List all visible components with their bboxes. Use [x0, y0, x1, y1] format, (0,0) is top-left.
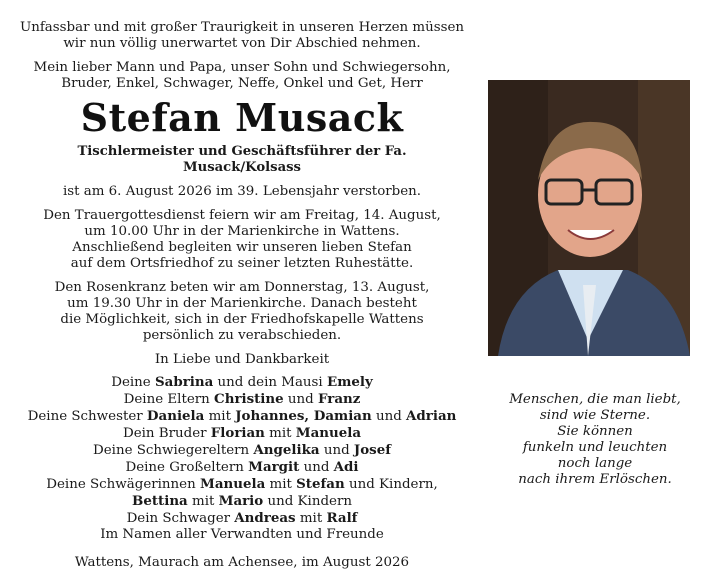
- quote-block: [488, 392, 702, 488]
- mourner-line: Dein Schwager Andreas mit Ralf: [126, 510, 358, 526]
- portrait-photo-icon: [488, 80, 690, 356]
- quote-line: nach ihrem Erlöschen.: [518, 472, 672, 487]
- deceased-name: Stefan Musack: [80, 95, 404, 140]
- quote-line: Sie können: [557, 424, 633, 439]
- portrait-photo: [488, 80, 690, 356]
- deceased-title: Tischlermeister und Geschäftsführer der Fa. Musack/Kolsass: [77, 144, 407, 175]
- mourner-line: Im Namen aller Verwandten und Freunde: [100, 527, 384, 542]
- intro-line: Unfassbar und mit großer Traurigkeit in unseren Herzen müssen: [19, 20, 465, 35]
- closing-line: Wattens, Maurach am Achensee, im August 2026: [74, 555, 410, 570]
- quote-line: sind wie Sterne.: [539, 408, 651, 423]
- quote-line: funkeln und leuchten: [522, 440, 668, 455]
- relation-paragraph: [18, 60, 466, 92]
- service-paragraph: Den Trauergottesdienst feiern wir am Freitag, 14. August, um 10.00 Uhr in der Marienkirche in Wattens. Anschließend begleiten wir unseren lieben Stefan auf dem Ortsfriedhof zu seiner letzten Ruhestätte.: [43, 208, 441, 271]
- mourner-line: Deine Schwiegereltern Angelika und Josef: [93, 442, 391, 458]
- relation-line: Bruder, Enkel, Schwager, Neffe, Onkel und Get, Herr: [61, 76, 423, 91]
- rosary-paragraph: Den Rosenkranz beten wir am Donnerstag, 13. August, um 19.30 Uhr in der Marienkirche. Danach besteht die Möglichkeit, sich in der Friedhofskapelle Wattens persönlich zu verabschieden.: [54, 280, 430, 343]
- quote-line: noch lange: [557, 456, 633, 471]
- relation-line: Mein lieber Mann und Papa, unser Sohn und Schwiegersohn,: [33, 60, 451, 75]
- intro-paragraph: [18, 20, 466, 52]
- mourner-line: Dein Bruder Florian mit Manuela: [122, 425, 362, 441]
- mourner-line: Deine Großeltern Margit und Adi: [125, 459, 359, 475]
- mourner-line: Deine Sabrina und dein Mausi Emely: [111, 374, 373, 390]
- intro-line: wir nun völlig unerwartet von Dir Abschied nehmen.: [63, 36, 421, 51]
- mourner-line: Deine Schwägerinnen Manuela mit Stefan und Kindern,: [46, 476, 438, 492]
- mourner-line: Bettina mit Mario und Kindern: [132, 493, 352, 509]
- mourners-intro: In Liebe und Dankbarkeit: [154, 352, 330, 367]
- quote-line: Menschen, die man liebt,: [509, 392, 681, 407]
- mourners-list: [18, 352, 466, 543]
- mourner-line: Deine Eltern Christine und Franz: [123, 391, 361, 407]
- mourner-line: Deine Schwester Daniela mit Johannes, Damian und Adrian: [27, 408, 457, 424]
- passed-line: ist am 6. August 2026 im 39. Lebensjahr verstorben.: [62, 184, 422, 199]
- obituary-text: [18, 20, 466, 571]
